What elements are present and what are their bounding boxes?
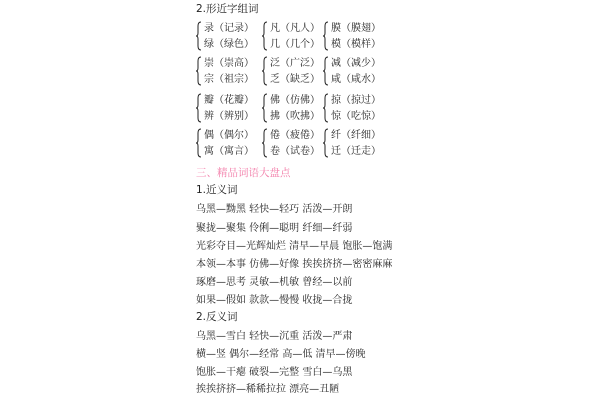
word-line: 迁（迁走） [331,146,381,157]
synonym-row: 乌黑—黝黑 轻快—轻巧 活泼—开朗 [196,204,353,215]
antonym-row: 挨挨挤挤—稀稀拉拉 漂亮—丑陋 [196,384,340,395]
brace-icon [323,93,329,123]
word-line: 宗（祖宗） [204,74,254,85]
synonym-row: 如果—假如 款款—慢慢 收拢—合拢 [196,295,353,306]
word-line: 咸（咸水） [331,74,381,85]
word-line: 佛（仿佛） [270,95,320,106]
brace-icon [196,93,202,123]
word-line: 凡（凡人） [270,23,320,34]
word-line: 膜（膜翅） [331,23,381,34]
synonym-row: 琢磨—思考 灵敏—机敏 曾经—以前 [196,277,353,288]
word-line: 拂（吹拂） [270,111,320,122]
antonym-row: 横—竖 偶尔—经常 高—低 清早—傍晚 [196,349,366,360]
synonym-row: 光彩夺目—光辉灿烂 清早—早晨 饱胀—饱满 [196,241,393,252]
brace-icon [262,56,268,86]
word-line: 模（模样） [331,39,381,50]
word-line: 瓣（花瓣） [204,95,254,106]
word-line: 卷（试卷） [270,146,320,157]
word-line: 减（减少） [331,58,381,69]
word-line: 几（几个） [270,39,320,50]
word-line: 绿（绿色） [204,39,254,50]
antonyms-title: 2.反义词 [196,311,238,323]
brace-icon [323,21,329,51]
synonym-row: 聚拢—聚集 伶俐—聪明 纤细—纤弱 [196,223,353,234]
word-line: 倦（疲倦） [270,130,320,141]
word-line: 偶（偶尔） [204,130,254,141]
word-line: 掠（掠过） [331,95,381,106]
word-line: 寓（寓言） [204,146,254,157]
word-line: 纤（纤细） [331,130,381,141]
brace-icon [196,56,202,86]
synonyms-title: 1.近义词 [196,184,238,196]
word-line: 惊（吃惊） [331,111,381,122]
section-2-title: 2.形近字组词 [196,3,259,15]
section-3-title: 三、精品词语大盘点 [196,167,291,179]
brace-icon [196,21,202,51]
synonym-row: 本领—本事 仿佛—好像 挨挨挤挤—密密麻麻 [196,259,393,270]
antonym-row: 乌黑—雪白 轻快—沉重 活泼—严肃 [196,331,353,342]
word-line: 乏（缺乏） [270,74,320,85]
brace-icon [323,128,329,158]
brace-icon [196,128,202,158]
word-line: 辨（辨别） [204,111,254,122]
brace-icon [262,93,268,123]
brace-icon [262,21,268,51]
brace-icon [262,128,268,158]
word-line: 录（记录） [204,23,254,34]
antonym-row: 饱胀—干瘪 破裂—完整 雪白—乌黑 [196,367,353,378]
word-line: 崇（崇高） [204,58,254,69]
word-line: 泛（广泛） [270,58,320,69]
brace-icon [323,56,329,86]
